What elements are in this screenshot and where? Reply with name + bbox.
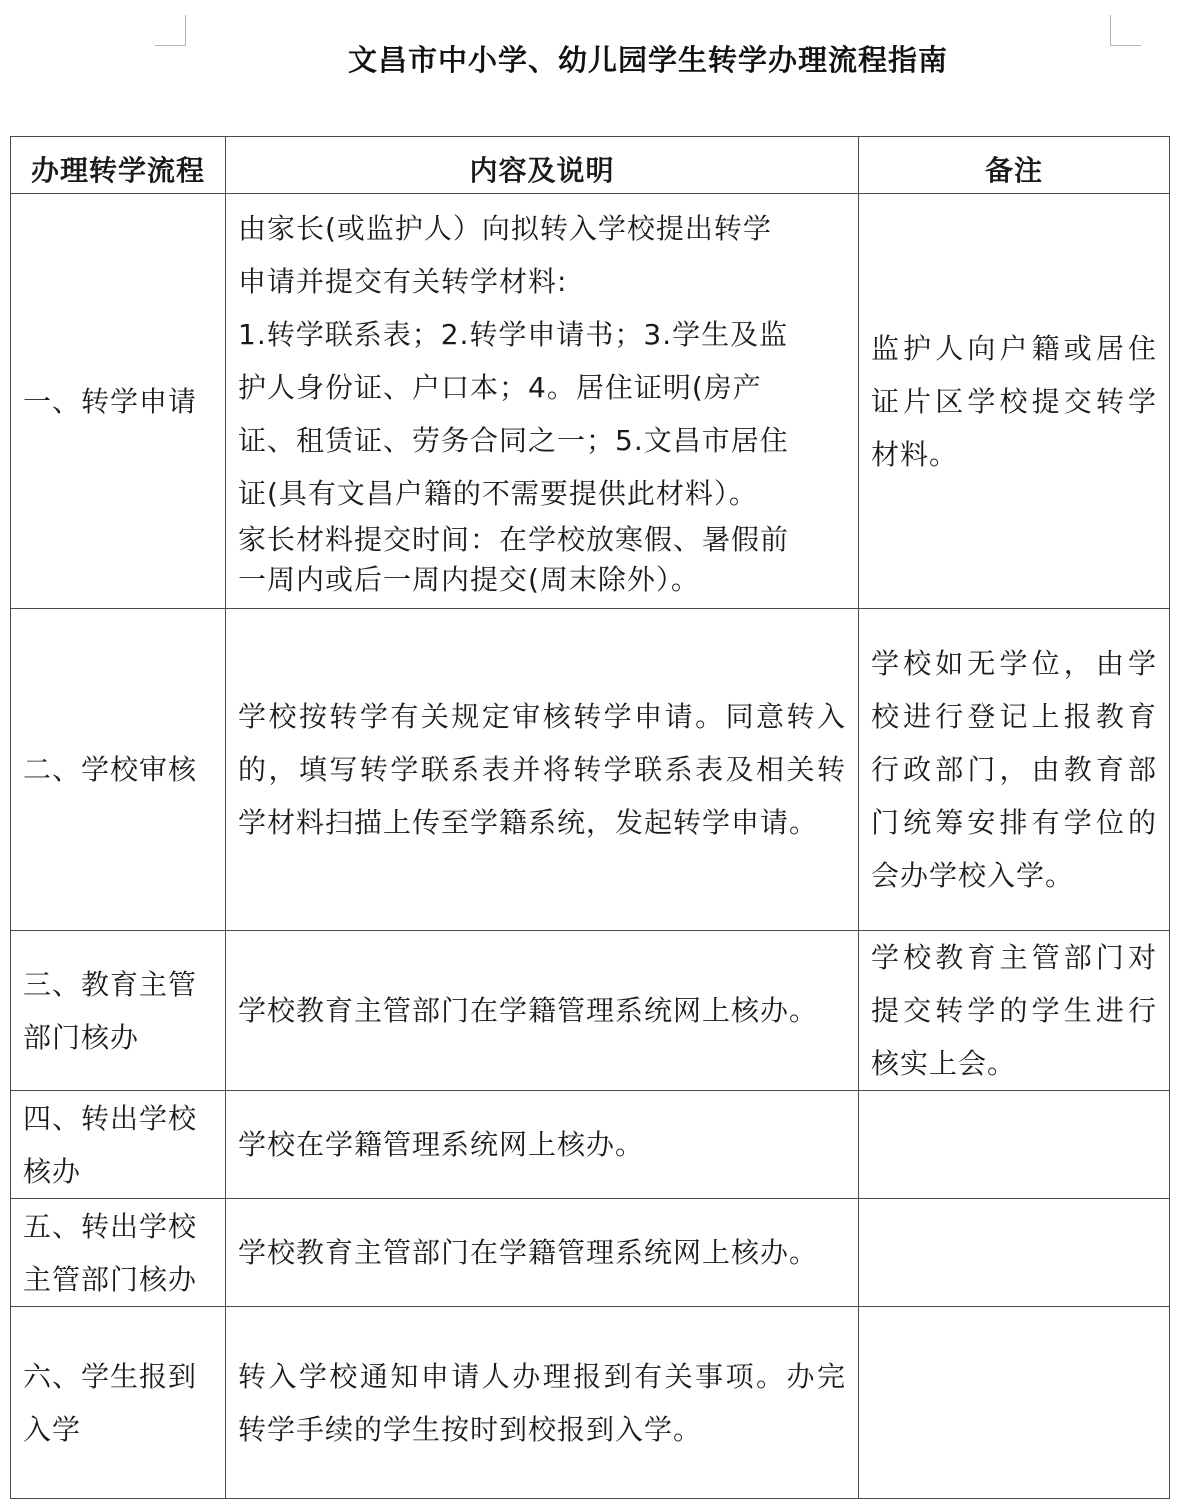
step-cell: 三、教育主管部门核办 [11, 931, 226, 1091]
table-row [11, 1199, 1170, 1307]
table-row [11, 194, 1170, 609]
table-header-row [11, 137, 1170, 194]
content-line: 申请并提交有关转学材料: [238, 265, 568, 298]
content-cell: 学校按转学有关规定审核转学申请。同意转入的，填写转学联系表并将转学联系表及相关转学材料扫描上传至学籍系统，发起转学申请。 [226, 609, 859, 931]
note-cell: 监护人向户籍或居住证片区学校提交转学材料。 [859, 194, 1170, 609]
content-line: 护人身份证、户口本；4。居住证明(房产 [238, 371, 762, 404]
column-header-step: 办理转学流程 [11, 137, 226, 194]
content-line: 1.转学联系表；2.转学申请书；3.学生及监 [238, 318, 789, 351]
content-line: 由家长(或监护人）向拟转入学校提出转学 [238, 212, 772, 245]
note-cell: 学校如无学位，由学校进行登记上报教育行政部门，由教育部门统筹安排有学位的会办学校入学。 [859, 609, 1170, 931]
step-cell: 六、学生报到入学 [11, 1307, 226, 1499]
transfer-process-table [10, 136, 1170, 1499]
content-line: 家长材料提交时间：在学校放寒假、暑假前 [238, 523, 790, 556]
content-cell: 学校在学籍管理系统网上核办。 [226, 1091, 859, 1199]
content-cell: 转入学校通知申请人办理报到有关事项。办完转学手续的学生按时到校报到入学。 [226, 1307, 859, 1499]
content-line: 证(具有文昌户籍的不需要提供此材料）。 [238, 477, 758, 510]
document-title: 文昌市中小学、幼儿园学生转学办理流程指南 [347, 43, 948, 77]
content-line: 证、租赁证、劳务合同之一；5.文昌市居住 [238, 424, 789, 457]
content-line: 一周内或后一周内提交(周末除外）。 [238, 563, 700, 596]
content-cell: 学校教育主管部门在学籍管理系统网上核办。 [226, 931, 859, 1091]
step-cell: 一、转学申请 [11, 194, 226, 609]
table-row [11, 1091, 1170, 1199]
note-cell [859, 1307, 1170, 1499]
column-header-note: 备注 [859, 137, 1170, 194]
note-cell [859, 1199, 1170, 1307]
note-cell: 学校教育主管部门对提交转学的学生进行核实上会。 [859, 931, 1170, 1091]
table-row [11, 1307, 1170, 1499]
step-cell: 五、转出学校主管部门核办 [11, 1199, 226, 1307]
column-header-content: 内容及说明 [226, 137, 859, 194]
content-cell [226, 194, 859, 609]
table-row [11, 931, 1170, 1091]
note-cell [859, 1091, 1170, 1199]
step-cell: 四、转出学校核办 [11, 1091, 226, 1199]
content-cell: 学校教育主管部门在学籍管理系统网上核办。 [226, 1199, 859, 1307]
table-row [11, 609, 1170, 931]
step-cell: 二、学校审核 [11, 609, 226, 931]
